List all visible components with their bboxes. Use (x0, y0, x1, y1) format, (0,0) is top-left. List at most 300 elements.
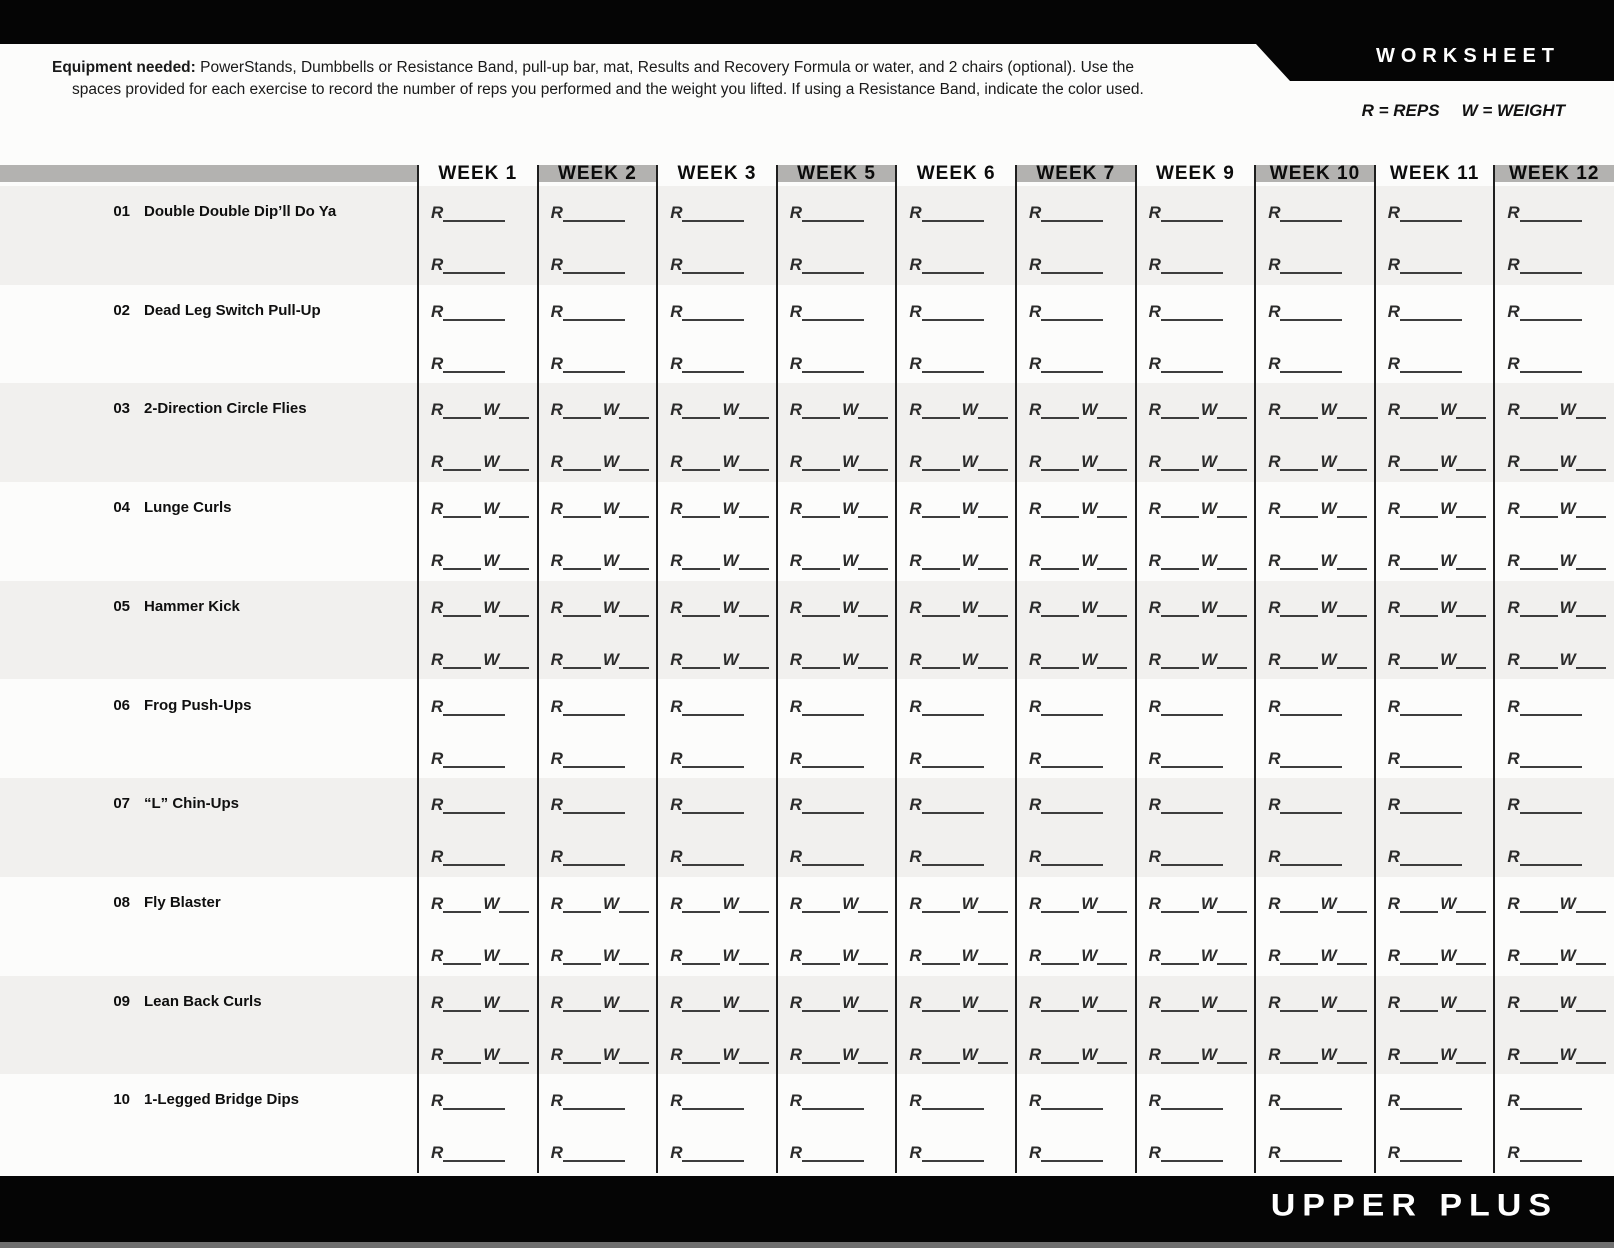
reps-blank[interactable] (443, 1160, 505, 1162)
reps-blank[interactable] (443, 1108, 505, 1110)
reps-blank[interactable] (1041, 272, 1103, 274)
reps-blank[interactable] (1400, 766, 1462, 768)
weight-blank[interactable] (1576, 963, 1606, 965)
weight-blank[interactable] (1337, 516, 1367, 518)
weight-blank[interactable] (739, 516, 769, 518)
reps-blank[interactable] (1041, 1108, 1103, 1110)
reps-blank[interactable] (1041, 812, 1103, 814)
reps-blank[interactable] (1041, 417, 1079, 419)
reps-blank[interactable] (682, 615, 720, 617)
reps-blank[interactable] (922, 911, 960, 913)
reps-blank[interactable] (563, 319, 625, 321)
weight-blank[interactable] (858, 911, 888, 913)
weight-blank[interactable] (978, 615, 1008, 617)
reps-blank[interactable] (802, 615, 840, 617)
reps-blank[interactable] (1520, 417, 1558, 419)
weight-blank[interactable] (978, 568, 1008, 570)
reps-blank[interactable] (1280, 714, 1342, 716)
weight-blank[interactable] (1217, 417, 1247, 419)
weight-blank[interactable] (978, 1062, 1008, 1064)
reps-blank[interactable] (682, 1062, 720, 1064)
reps-blank[interactable] (563, 1108, 625, 1110)
weight-blank[interactable] (1456, 469, 1486, 471)
weight-blank[interactable] (1097, 469, 1127, 471)
reps-blank[interactable] (563, 469, 601, 471)
reps-blank[interactable] (682, 469, 720, 471)
weight-blank[interactable] (1576, 667, 1606, 669)
reps-blank[interactable] (1161, 1010, 1199, 1012)
weight-blank[interactable] (739, 469, 769, 471)
weight-blank[interactable] (1217, 963, 1247, 965)
reps-blank[interactable] (1041, 568, 1079, 570)
weight-blank[interactable] (1337, 1062, 1367, 1064)
reps-blank[interactable] (1161, 1108, 1223, 1110)
weight-blank[interactable] (619, 516, 649, 518)
reps-blank[interactable] (682, 714, 744, 716)
reps-blank[interactable] (1280, 766, 1342, 768)
weight-blank[interactable] (1217, 568, 1247, 570)
weight-blank[interactable] (739, 911, 769, 913)
reps-blank[interactable] (563, 220, 625, 222)
reps-blank[interactable] (1520, 1160, 1582, 1162)
reps-blank[interactable] (1161, 568, 1199, 570)
weight-blank[interactable] (1337, 963, 1367, 965)
weight-blank[interactable] (619, 1062, 649, 1064)
weight-blank[interactable] (1097, 911, 1127, 913)
reps-blank[interactable] (802, 417, 840, 419)
weight-blank[interactable] (1337, 911, 1367, 913)
weight-blank[interactable] (619, 667, 649, 669)
weight-blank[interactable] (619, 417, 649, 419)
reps-blank[interactable] (1280, 568, 1318, 570)
weight-blank[interactable] (1217, 1010, 1247, 1012)
reps-blank[interactable] (1400, 714, 1462, 716)
reps-blank[interactable] (443, 319, 505, 321)
reps-blank[interactable] (1280, 615, 1318, 617)
weight-blank[interactable] (499, 1010, 529, 1012)
weight-blank[interactable] (858, 615, 888, 617)
reps-blank[interactable] (563, 1160, 625, 1162)
reps-blank[interactable] (443, 469, 481, 471)
weight-blank[interactable] (1576, 1062, 1606, 1064)
reps-blank[interactable] (1400, 568, 1438, 570)
weight-blank[interactable] (1217, 911, 1247, 913)
reps-blank[interactable] (922, 766, 984, 768)
reps-blank[interactable] (1520, 1010, 1558, 1012)
weight-blank[interactable] (619, 963, 649, 965)
reps-blank[interactable] (1520, 516, 1558, 518)
reps-blank[interactable] (1280, 1108, 1342, 1110)
reps-blank[interactable] (1161, 615, 1199, 617)
weight-blank[interactable] (619, 568, 649, 570)
reps-blank[interactable] (802, 1160, 864, 1162)
reps-blank[interactable] (922, 1062, 960, 1064)
reps-blank[interactable] (1400, 1160, 1462, 1162)
reps-blank[interactable] (1520, 911, 1558, 913)
weight-blank[interactable] (739, 667, 769, 669)
weight-blank[interactable] (499, 911, 529, 913)
reps-blank[interactable] (802, 1062, 840, 1064)
reps-blank[interactable] (802, 469, 840, 471)
reps-blank[interactable] (1520, 319, 1582, 321)
weight-blank[interactable] (1456, 417, 1486, 419)
reps-blank[interactable] (1041, 319, 1103, 321)
weight-blank[interactable] (1217, 469, 1247, 471)
reps-blank[interactable] (682, 667, 720, 669)
reps-blank[interactable] (1400, 220, 1462, 222)
weight-blank[interactable] (1576, 1010, 1606, 1012)
reps-blank[interactable] (1161, 667, 1199, 669)
reps-blank[interactable] (682, 371, 744, 373)
reps-blank[interactable] (1161, 714, 1223, 716)
reps-blank[interactable] (1280, 1160, 1342, 1162)
weight-blank[interactable] (1456, 1062, 1486, 1064)
weight-blank[interactable] (1576, 615, 1606, 617)
reps-blank[interactable] (682, 319, 744, 321)
reps-blank[interactable] (443, 667, 481, 669)
reps-blank[interactable] (563, 812, 625, 814)
weight-blank[interactable] (1337, 1010, 1367, 1012)
reps-blank[interactable] (563, 963, 601, 965)
reps-blank[interactable] (1041, 963, 1079, 965)
reps-blank[interactable] (443, 714, 505, 716)
weight-blank[interactable] (978, 417, 1008, 419)
reps-blank[interactable] (443, 864, 505, 866)
weight-blank[interactable] (499, 963, 529, 965)
reps-blank[interactable] (443, 1062, 481, 1064)
reps-blank[interactable] (1400, 963, 1438, 965)
weight-blank[interactable] (858, 417, 888, 419)
weight-blank[interactable] (1337, 417, 1367, 419)
reps-blank[interactable] (563, 864, 625, 866)
reps-blank[interactable] (563, 714, 625, 716)
weight-blank[interactable] (978, 516, 1008, 518)
reps-blank[interactable] (1161, 911, 1199, 913)
reps-blank[interactable] (922, 812, 984, 814)
reps-blank[interactable] (1280, 1062, 1318, 1064)
weight-blank[interactable] (858, 568, 888, 570)
reps-blank[interactable] (802, 864, 864, 866)
reps-blank[interactable] (682, 516, 720, 518)
reps-blank[interactable] (563, 615, 601, 617)
reps-blank[interactable] (682, 417, 720, 419)
weight-blank[interactable] (739, 1010, 769, 1012)
weight-blank[interactable] (1456, 516, 1486, 518)
weight-blank[interactable] (1456, 963, 1486, 965)
weight-blank[interactable] (1456, 615, 1486, 617)
reps-blank[interactable] (443, 963, 481, 965)
weight-blank[interactable] (978, 1010, 1008, 1012)
reps-blank[interactable] (802, 766, 864, 768)
reps-blank[interactable] (1520, 864, 1582, 866)
weight-blank[interactable] (499, 516, 529, 518)
weight-blank[interactable] (1337, 568, 1367, 570)
reps-blank[interactable] (1161, 371, 1223, 373)
reps-blank[interactable] (1280, 812, 1342, 814)
reps-blank[interactable] (922, 319, 984, 321)
reps-blank[interactable] (922, 220, 984, 222)
reps-blank[interactable] (443, 568, 481, 570)
weight-blank[interactable] (499, 667, 529, 669)
weight-blank[interactable] (499, 568, 529, 570)
reps-blank[interactable] (1161, 319, 1223, 321)
reps-blank[interactable] (802, 371, 864, 373)
reps-blank[interactable] (1280, 417, 1318, 419)
reps-blank[interactable] (1520, 615, 1558, 617)
reps-blank[interactable] (1520, 766, 1582, 768)
weight-blank[interactable] (858, 1010, 888, 1012)
reps-blank[interactable] (1161, 417, 1199, 419)
reps-blank[interactable] (1280, 469, 1318, 471)
reps-blank[interactable] (1161, 272, 1223, 274)
reps-blank[interactable] (1400, 1108, 1462, 1110)
weight-blank[interactable] (1337, 469, 1367, 471)
reps-blank[interactable] (1400, 516, 1438, 518)
reps-blank[interactable] (682, 272, 744, 274)
weight-blank[interactable] (739, 417, 769, 419)
weight-blank[interactable] (978, 963, 1008, 965)
reps-blank[interactable] (1400, 417, 1438, 419)
weight-blank[interactable] (619, 911, 649, 913)
reps-blank[interactable] (1400, 1062, 1438, 1064)
reps-blank[interactable] (1280, 516, 1318, 518)
reps-blank[interactable] (802, 319, 864, 321)
reps-blank[interactable] (682, 1108, 744, 1110)
reps-blank[interactable] (563, 667, 601, 669)
reps-blank[interactable] (1280, 667, 1318, 669)
reps-blank[interactable] (1161, 1062, 1199, 1064)
weight-blank[interactable] (1097, 568, 1127, 570)
reps-blank[interactable] (443, 272, 505, 274)
weight-blank[interactable] (978, 911, 1008, 913)
weight-blank[interactable] (619, 1010, 649, 1012)
weight-blank[interactable] (1576, 417, 1606, 419)
weight-blank[interactable] (1217, 615, 1247, 617)
weight-blank[interactable] (858, 516, 888, 518)
reps-blank[interactable] (1400, 272, 1462, 274)
weight-blank[interactable] (1097, 417, 1127, 419)
weight-blank[interactable] (1217, 1062, 1247, 1064)
reps-blank[interactable] (1041, 1160, 1103, 1162)
reps-blank[interactable] (682, 963, 720, 965)
reps-blank[interactable] (443, 911, 481, 913)
reps-blank[interactable] (563, 516, 601, 518)
reps-blank[interactable] (802, 1010, 840, 1012)
reps-blank[interactable] (563, 371, 625, 373)
reps-blank[interactable] (1041, 1062, 1079, 1064)
weight-blank[interactable] (1097, 1062, 1127, 1064)
reps-blank[interactable] (1400, 812, 1462, 814)
reps-blank[interactable] (1161, 516, 1199, 518)
reps-blank[interactable] (1161, 963, 1199, 965)
reps-blank[interactable] (1400, 319, 1462, 321)
reps-blank[interactable] (1400, 615, 1438, 617)
weight-blank[interactable] (1097, 667, 1127, 669)
reps-blank[interactable] (1280, 864, 1342, 866)
weight-blank[interactable] (1097, 615, 1127, 617)
reps-blank[interactable] (802, 812, 864, 814)
weight-blank[interactable] (739, 963, 769, 965)
reps-blank[interactable] (1280, 371, 1342, 373)
reps-blank[interactable] (1041, 516, 1079, 518)
reps-blank[interactable] (443, 766, 505, 768)
reps-blank[interactable] (443, 516, 481, 518)
reps-blank[interactable] (1280, 963, 1318, 965)
reps-blank[interactable] (1520, 371, 1582, 373)
reps-blank[interactable] (563, 1062, 601, 1064)
reps-blank[interactable] (1280, 911, 1318, 913)
reps-blank[interactable] (802, 220, 864, 222)
weight-blank[interactable] (1217, 516, 1247, 518)
weight-blank[interactable] (978, 469, 1008, 471)
reps-blank[interactable] (1280, 220, 1342, 222)
reps-blank[interactable] (682, 812, 744, 814)
reps-blank[interactable] (1041, 911, 1079, 913)
weight-blank[interactable] (1576, 568, 1606, 570)
weight-blank[interactable] (1097, 516, 1127, 518)
reps-blank[interactable] (1520, 1062, 1558, 1064)
weight-blank[interactable] (1576, 516, 1606, 518)
reps-blank[interactable] (1161, 812, 1223, 814)
reps-blank[interactable] (802, 963, 840, 965)
reps-blank[interactable] (1400, 667, 1438, 669)
reps-blank[interactable] (1280, 319, 1342, 321)
reps-blank[interactable] (922, 864, 984, 866)
reps-blank[interactable] (802, 272, 864, 274)
reps-blank[interactable] (802, 568, 840, 570)
weight-blank[interactable] (1456, 1010, 1486, 1012)
reps-blank[interactable] (1041, 615, 1079, 617)
reps-blank[interactable] (682, 220, 744, 222)
reps-blank[interactable] (1161, 766, 1223, 768)
weight-blank[interactable] (499, 615, 529, 617)
weight-blank[interactable] (1456, 568, 1486, 570)
weight-blank[interactable] (1217, 667, 1247, 669)
reps-blank[interactable] (1400, 371, 1462, 373)
reps-blank[interactable] (1400, 1010, 1438, 1012)
reps-blank[interactable] (563, 766, 625, 768)
reps-blank[interactable] (1041, 667, 1079, 669)
reps-blank[interactable] (1041, 220, 1103, 222)
weight-blank[interactable] (619, 469, 649, 471)
reps-blank[interactable] (1400, 469, 1438, 471)
weight-blank[interactable] (739, 568, 769, 570)
reps-blank[interactable] (443, 1010, 481, 1012)
reps-blank[interactable] (682, 1010, 720, 1012)
reps-blank[interactable] (1161, 864, 1223, 866)
reps-blank[interactable] (922, 272, 984, 274)
weight-blank[interactable] (858, 469, 888, 471)
reps-blank[interactable] (563, 417, 601, 419)
weight-blank[interactable] (1456, 911, 1486, 913)
reps-blank[interactable] (922, 1010, 960, 1012)
reps-blank[interactable] (443, 371, 505, 373)
reps-blank[interactable] (1400, 911, 1438, 913)
reps-blank[interactable] (1041, 469, 1079, 471)
reps-blank[interactable] (802, 1108, 864, 1110)
reps-blank[interactable] (1041, 714, 1103, 716)
reps-blank[interactable] (922, 963, 960, 965)
reps-blank[interactable] (802, 667, 840, 669)
weight-blank[interactable] (1576, 911, 1606, 913)
reps-blank[interactable] (1161, 1160, 1223, 1162)
reps-blank[interactable] (563, 568, 601, 570)
reps-blank[interactable] (922, 1160, 984, 1162)
reps-blank[interactable] (1520, 667, 1558, 669)
reps-blank[interactable] (563, 272, 625, 274)
weight-blank[interactable] (1337, 615, 1367, 617)
reps-blank[interactable] (1161, 220, 1223, 222)
reps-blank[interactable] (1520, 272, 1582, 274)
reps-blank[interactable] (922, 469, 960, 471)
weight-blank[interactable] (1337, 667, 1367, 669)
reps-blank[interactable] (682, 864, 744, 866)
weight-blank[interactable] (739, 615, 769, 617)
reps-blank[interactable] (1280, 1010, 1318, 1012)
weight-blank[interactable] (619, 615, 649, 617)
reps-blank[interactable] (563, 1010, 601, 1012)
reps-blank[interactable] (802, 516, 840, 518)
weight-blank[interactable] (978, 667, 1008, 669)
reps-blank[interactable] (1520, 220, 1582, 222)
reps-blank[interactable] (1041, 864, 1103, 866)
reps-blank[interactable] (443, 615, 481, 617)
weight-blank[interactable] (1097, 1010, 1127, 1012)
weight-blank[interactable] (1576, 469, 1606, 471)
reps-blank[interactable] (922, 615, 960, 617)
reps-blank[interactable] (682, 766, 744, 768)
reps-blank[interactable] (1400, 864, 1462, 866)
weight-blank[interactable] (1097, 963, 1127, 965)
reps-blank[interactable] (922, 516, 960, 518)
reps-blank[interactable] (443, 417, 481, 419)
weight-blank[interactable] (739, 1062, 769, 1064)
weight-blank[interactable] (499, 469, 529, 471)
reps-blank[interactable] (922, 667, 960, 669)
reps-blank[interactable] (922, 568, 960, 570)
reps-blank[interactable] (922, 417, 960, 419)
reps-blank[interactable] (1520, 812, 1582, 814)
reps-blank[interactable] (802, 911, 840, 913)
weight-blank[interactable] (858, 667, 888, 669)
reps-blank[interactable] (1520, 714, 1582, 716)
weight-blank[interactable] (1456, 667, 1486, 669)
reps-blank[interactable] (443, 812, 505, 814)
reps-blank[interactable] (1280, 272, 1342, 274)
weight-blank[interactable] (858, 963, 888, 965)
reps-blank[interactable] (922, 371, 984, 373)
weight-blank[interactable] (499, 1062, 529, 1064)
reps-blank[interactable] (1041, 1010, 1079, 1012)
reps-blank[interactable] (922, 714, 984, 716)
reps-blank[interactable] (1520, 469, 1558, 471)
reps-blank[interactable] (682, 568, 720, 570)
reps-blank[interactable] (1041, 766, 1103, 768)
weight-blank[interactable] (499, 417, 529, 419)
reps-blank[interactable] (1520, 1108, 1582, 1110)
reps-blank[interactable] (1161, 469, 1199, 471)
reps-blank[interactable] (1520, 963, 1558, 965)
reps-blank[interactable] (443, 220, 505, 222)
weight-blank[interactable] (858, 1062, 888, 1064)
reps-blank[interactable] (1520, 568, 1558, 570)
reps-blank[interactable] (1041, 371, 1103, 373)
reps-blank[interactable] (563, 911, 601, 913)
reps-blank[interactable] (682, 1160, 744, 1162)
reps-blank[interactable] (802, 714, 864, 716)
reps-blank[interactable] (682, 911, 720, 913)
reps-blank[interactable] (922, 1108, 984, 1110)
